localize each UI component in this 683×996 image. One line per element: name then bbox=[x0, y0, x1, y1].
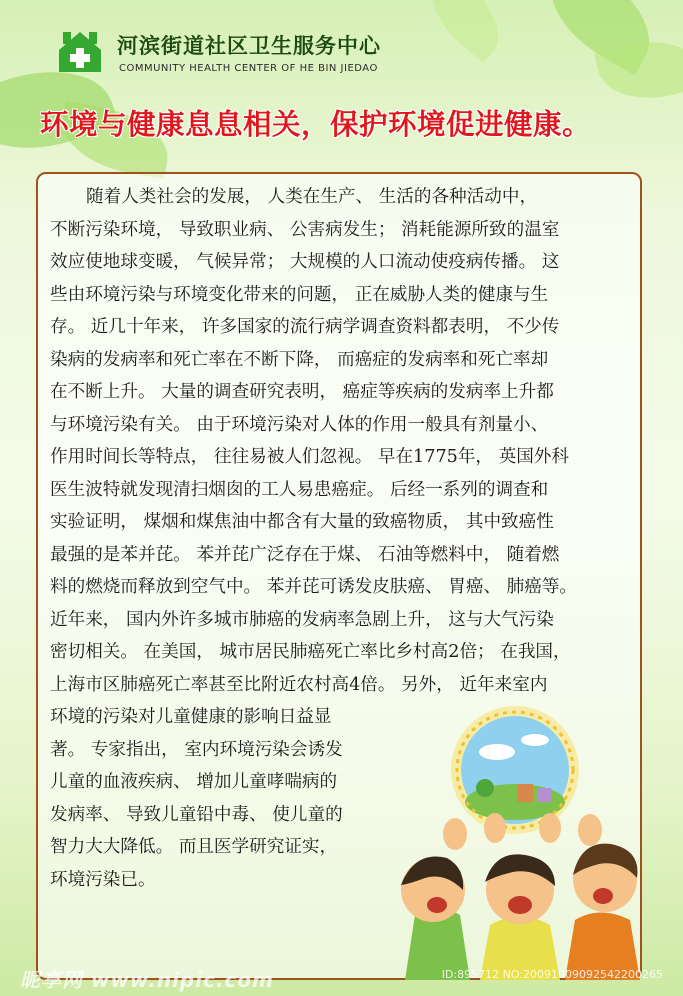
body-line: 作用时间长等特点， 往往易被人们忽视。 早在1775年， 英国外科 bbox=[50, 447, 569, 467]
body-line: 与环境污染有关。 由于环境污染对人体的作用一般具有剂量小、 bbox=[50, 414, 549, 435]
body-line: 环境的污染对儿童健康的影响日益显 bbox=[50, 707, 332, 727]
children-globe-illustration bbox=[385, 700, 655, 980]
organization-name-english: COMMUNITY HEALTH CENTER OF HE BIN JIEDAO bbox=[119, 63, 378, 74]
body-line: 密切相关。 在美国， 城市居民肺癌死亡率比乡村高2倍； 在我国， bbox=[50, 642, 571, 662]
body-line: 料的燃烧而释放到空气中。 苯并芘可诱发皮肤癌、 胃癌、 肺癌等。 bbox=[50, 577, 577, 597]
body-line: 随着人类社会的发展， 人类在生产、 生活的各种活动中， bbox=[86, 187, 538, 207]
watermark: 昵享网 www.nipic.com bbox=[20, 968, 274, 992]
body-line: 最强的是苯并芘。 苯并芘广泛存在于煤、 石油等燃料中， 随着燃 bbox=[50, 544, 560, 565]
body-line: 存。 近几十年来， 许多国家的流行病学调查资料都表明， 不少传 bbox=[50, 317, 560, 337]
body-line: 智力大大降低。 而且医学研究证实， bbox=[50, 837, 338, 857]
background-leaf bbox=[414, 0, 515, 63]
body-line: 上海市区肺癌死亡率甚至比附近农村高4倍。 另外， 近年来室内 bbox=[50, 674, 548, 695]
body-line: 医生波特就发现清扫烟囱的工人易患癌症。 后经一系列的调查和 bbox=[50, 479, 549, 500]
headline: 环境与健康息息相关，保护环境促进健康。 bbox=[40, 108, 592, 141]
health-center-logo-icon bbox=[55, 28, 105, 74]
body-line: 著。 专家指出， 室内环境污染会诱发 bbox=[50, 739, 343, 760]
body-line: 在不断上升。 大量的调查研究表明， 癌症等疾病的发病率上升都 bbox=[50, 382, 554, 402]
body-line: 不断污染环境， 导致职业病、 公害病发生； 消耗能源所致的温室 bbox=[50, 219, 560, 240]
body-line: 儿童的血液疾病、 增加儿童哮喘病的 bbox=[50, 772, 338, 792]
body-line: 近年来， 国内外许多城市肺癌的发病率急剧上升， 这与大气污染 bbox=[50, 609, 554, 630]
body-line: 实验证明， 煤烟和煤焦油中都含有大量的致癌物质， 其中致癌性 bbox=[50, 512, 554, 532]
body-line: 发病率、 导致儿童铅中毒、 使儿童的 bbox=[50, 804, 343, 825]
body-line: 环境污染已。 bbox=[50, 869, 156, 890]
body-line: 效应使地球变暖， 气候异常； 大规模的人口流动使疫病传播。 这 bbox=[50, 252, 560, 272]
body-line: 些由环境污染与环境变化带来的问题， 正在威胁人类的健康与生 bbox=[50, 284, 549, 305]
organization-name: 河滨街道社区卫生服务中心 bbox=[117, 34, 381, 58]
image-id-label: ID:895712 NO:20091009092542200265 bbox=[441, 968, 663, 981]
body-line: 染病的发病率和死亡率在不断下降， 而癌症的发病率和死亡率却 bbox=[50, 349, 549, 370]
